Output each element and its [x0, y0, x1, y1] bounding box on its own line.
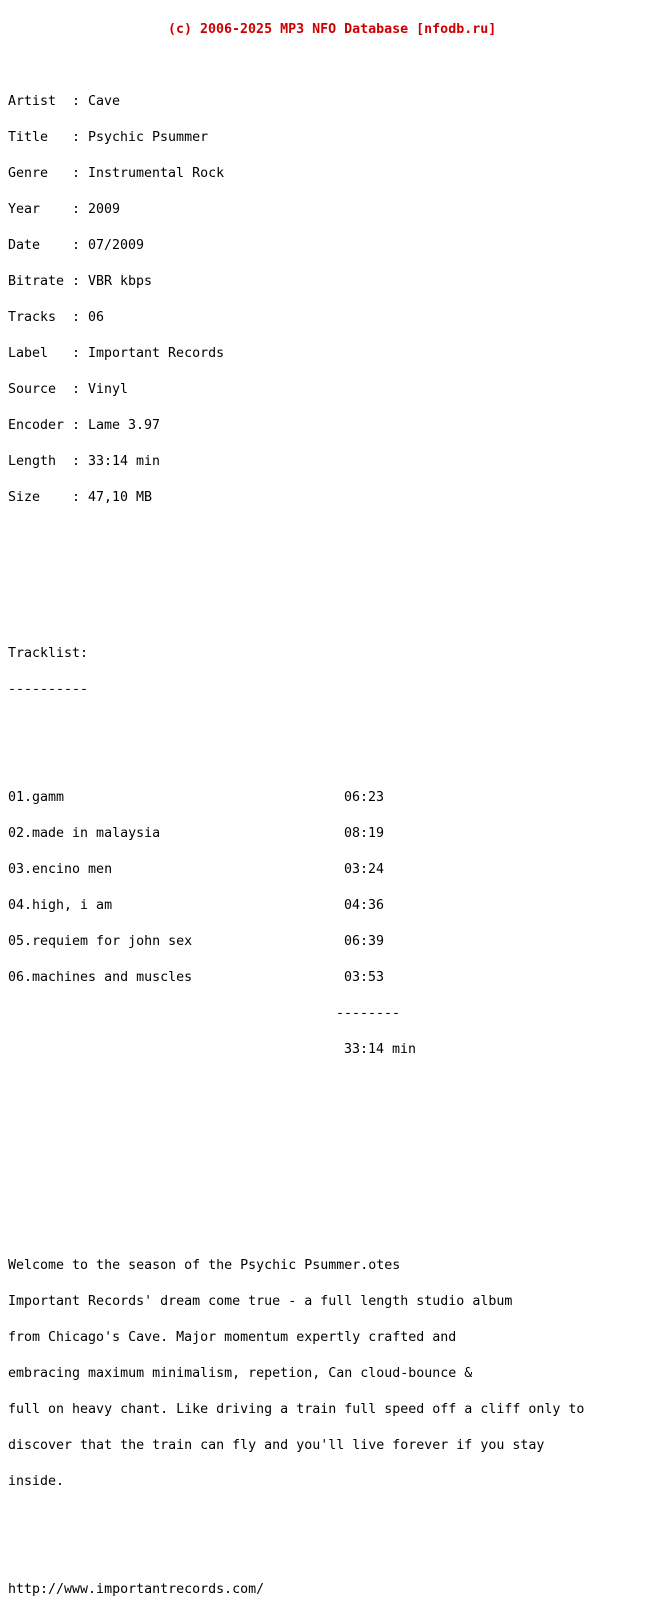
- info-separator: :: [72, 490, 81, 505]
- track-title: 05.requiem for john sex: [8, 934, 193, 949]
- total-time-row: [8, 1044, 584, 1056]
- description-line: embracing maximum minimalism, repetion, Can cloud-bounce &: [8, 1366, 473, 1381]
- description-line: full on heavy chant. Like driving a train full speed off a cliff only to: [8, 1402, 585, 1417]
- info-value: 33:14 min: [88, 454, 161, 469]
- total-rule-row: [8, 1008, 584, 1020]
- info-key: Bitrate: [8, 274, 65, 289]
- info-separator: :: [72, 346, 81, 361]
- info-key: Length: [8, 454, 57, 469]
- info-value: Lame 3.97: [88, 418, 161, 433]
- track-title: 02.made in malaysia: [8, 826, 161, 841]
- spacer: [8, 1152, 584, 1164]
- info-separator: :: [72, 274, 81, 289]
- info-key: Tracks: [8, 310, 57, 325]
- info-separator: :: [72, 310, 81, 325]
- spacer: [8, 1188, 584, 1200]
- info-value: 2009: [88, 202, 121, 217]
- info-separator: :: [72, 166, 81, 181]
- info-row-artist: [8, 96, 584, 108]
- tracklist-underline: ----------: [8, 682, 89, 697]
- info-value: 07/2009: [88, 238, 145, 253]
- track-title: 06.machines and muscles: [8, 970, 193, 985]
- info-key: Genre: [8, 166, 49, 181]
- info-key: Year: [8, 202, 41, 217]
- track-time: 03:53: [344, 970, 385, 985]
- info-separator: :: [72, 202, 81, 217]
- spacer: [8, 1116, 584, 1128]
- info-key: Source: [8, 382, 57, 397]
- description-line: Welcome to the season of the Psychic Psummer.otes: [8, 1258, 401, 1273]
- total-time: 33:14 min: [344, 1042, 417, 1057]
- label-url: http://www.importantrecords.com/: [8, 1582, 265, 1597]
- description-line: Important Records' dream come true - a full length studio album: [8, 1294, 513, 1309]
- info-value: Psychic Psummer: [88, 130, 209, 145]
- spacer: [8, 1548, 584, 1560]
- info-row-date: [8, 240, 584, 252]
- total-rule: --------: [336, 1006, 401, 1021]
- info-row-encoder: [8, 420, 584, 432]
- info-row-label: [8, 348, 584, 360]
- info-separator: :: [72, 94, 81, 109]
- track-title: 04.high, i am: [8, 898, 113, 913]
- track-time: 06:23: [344, 790, 385, 805]
- info-row-genre: [8, 168, 584, 180]
- info-row-bitrate: [8, 276, 584, 288]
- description-line: inside.: [8, 1474, 65, 1489]
- info-row-source: [8, 384, 584, 396]
- track-row: [8, 792, 584, 804]
- track-row: [8, 864, 584, 876]
- info-row-year: [8, 204, 584, 216]
- spacer: [8, 720, 584, 732]
- info-separator: :: [72, 454, 81, 469]
- track-row: [8, 900, 584, 912]
- info-row-title: [8, 132, 584, 144]
- info-separator: :: [72, 130, 81, 145]
- info-key: Label: [8, 346, 49, 361]
- track-time: 04:36: [344, 898, 385, 913]
- nfodb-copyright-header[interactable]: (c) 2006-2025 MP3 NFO Database [nfodb.ru]: [168, 22, 497, 37]
- info-key: Size: [8, 490, 41, 505]
- nfo-document: [8, 0, 584, 1608]
- info-key: Date: [8, 238, 41, 253]
- info-separator: :: [72, 418, 81, 433]
- tracklist-heading: Tracklist:: [8, 646, 89, 661]
- info-value: 47,10 MB: [88, 490, 153, 505]
- info-row-size: [8, 492, 584, 504]
- info-value: Important Records: [88, 346, 225, 361]
- spacer: [8, 600, 584, 612]
- track-time: 06:39: [344, 934, 385, 949]
- info-value: VBR kbps: [88, 274, 153, 289]
- info-row-length: [8, 456, 584, 468]
- track-time: 03:24: [344, 862, 385, 877]
- info-value: Cave: [88, 94, 121, 109]
- info-key: Title: [8, 130, 49, 145]
- description-line: from Chicago's Cave. Major momentum expertly crafted and: [8, 1330, 457, 1345]
- info-value: Vinyl: [88, 382, 129, 397]
- track-time: 08:19: [344, 826, 385, 841]
- tracklist: [8, 768, 584, 1080]
- track-row: [8, 972, 584, 984]
- info-value: Instrumental Rock: [88, 166, 225, 181]
- track-row: [8, 936, 584, 948]
- track-title: 03.encino men: [8, 862, 113, 877]
- description-line: discover that the train can fly and you'll live forever if you stay: [8, 1438, 545, 1453]
- info-block: [8, 72, 584, 528]
- info-separator: :: [72, 238, 81, 253]
- track-row: [8, 828, 584, 840]
- info-separator: :: [72, 382, 81, 397]
- info-key: Artist: [8, 94, 57, 109]
- description: [8, 1236, 584, 1512]
- info-value: 06: [88, 310, 105, 325]
- spacer: [8, 564, 584, 576]
- info-key: Encoder: [8, 418, 65, 433]
- info-row-tracks: [8, 312, 584, 324]
- track-title: 01.gamm: [8, 790, 65, 805]
